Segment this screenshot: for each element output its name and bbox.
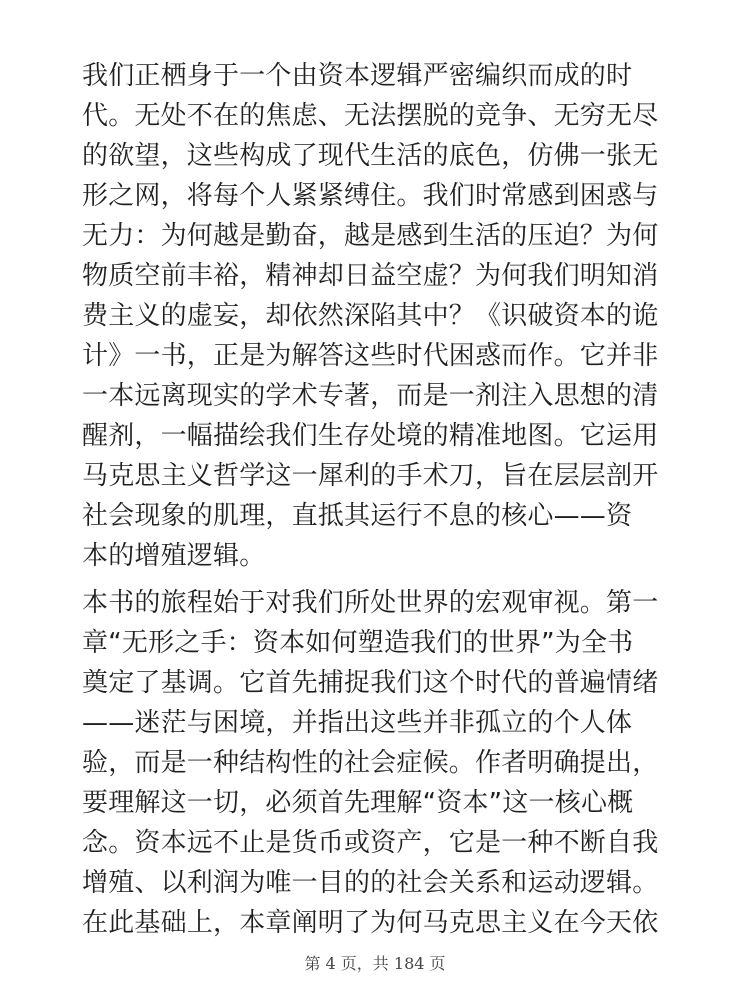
text-line: 本的增殖逻辑。 (82, 541, 266, 571)
text-line: ——迷茫与困境，并指出这些并非孤立的个人体 (82, 708, 633, 738)
text-line: 计》一书，正是为解答这些时代困惑而作。它并非 (82, 341, 659, 371)
text-line: 在此基础上，本章阐明了为何马克思主义在今天依 (82, 908, 659, 938)
text-line: 念。资本远不止是货币或资产，它是一种不断自我 (82, 828, 659, 858)
text-line: 一本远离现实的学术专著，而是一剂注入思想的清 (82, 381, 659, 411)
paragraph-1 (82, 56, 682, 576)
text-line: 要理解这一切，必须首先理解“资本”这一核心概 (82, 788, 634, 818)
text-body (82, 56, 682, 943)
paragraph-2 (82, 583, 682, 943)
text-line: 代。无处不在的焦虑、无法摆脱的竞争、无穷无尽 (82, 101, 659, 131)
text-line: 醒剂，一幅描绘我们生存处境的精准地图。它运用 (82, 421, 659, 451)
text-line: 社会现象的肌理，直抵其运行不息的核心——资 (82, 501, 633, 531)
text-line: 我们正栖身于一个由资本逻辑严密编织而成的时 (82, 61, 633, 91)
text-line: 本书的旅程始于对我们所处世界的宏观审视。第一 (82, 588, 659, 618)
text-line: 的欲望，这些构成了现代生活的底色，仿佛一张无 (82, 141, 659, 171)
text-line: 物质空前丰裕，精神却日益空虚？为何我们明知消 (82, 261, 659, 291)
page-number-footer: 第 4 页，共 184 页 (304, 954, 446, 973)
text-line: 增殖、以利润为唯一目的的社会关系和运动逻辑。 (82, 868, 659, 898)
text-line: 费主义的虚妄，却依然深陷其中？《识破资本的诡 (82, 301, 659, 331)
text-line: 无力：为何越是勤奋，越是感到生活的压迫？为何 (82, 221, 659, 251)
text-line: 形之网，将每个人紧紧缚住。我们时常感到困惑与 (82, 181, 659, 211)
text-line: 章“无形之手：资本如何塑造我们的世界”为全书 (82, 628, 634, 658)
text-line: 马克思主义哲学这一犀利的手术刀，旨在层层剖开 (82, 461, 659, 491)
text-line: 奠定了基调。它首先捕捉我们这个时代的普遍情绪 (82, 668, 659, 698)
text-line: 验，而是一种结构性的社会症候。作者明确提出， (82, 748, 659, 778)
